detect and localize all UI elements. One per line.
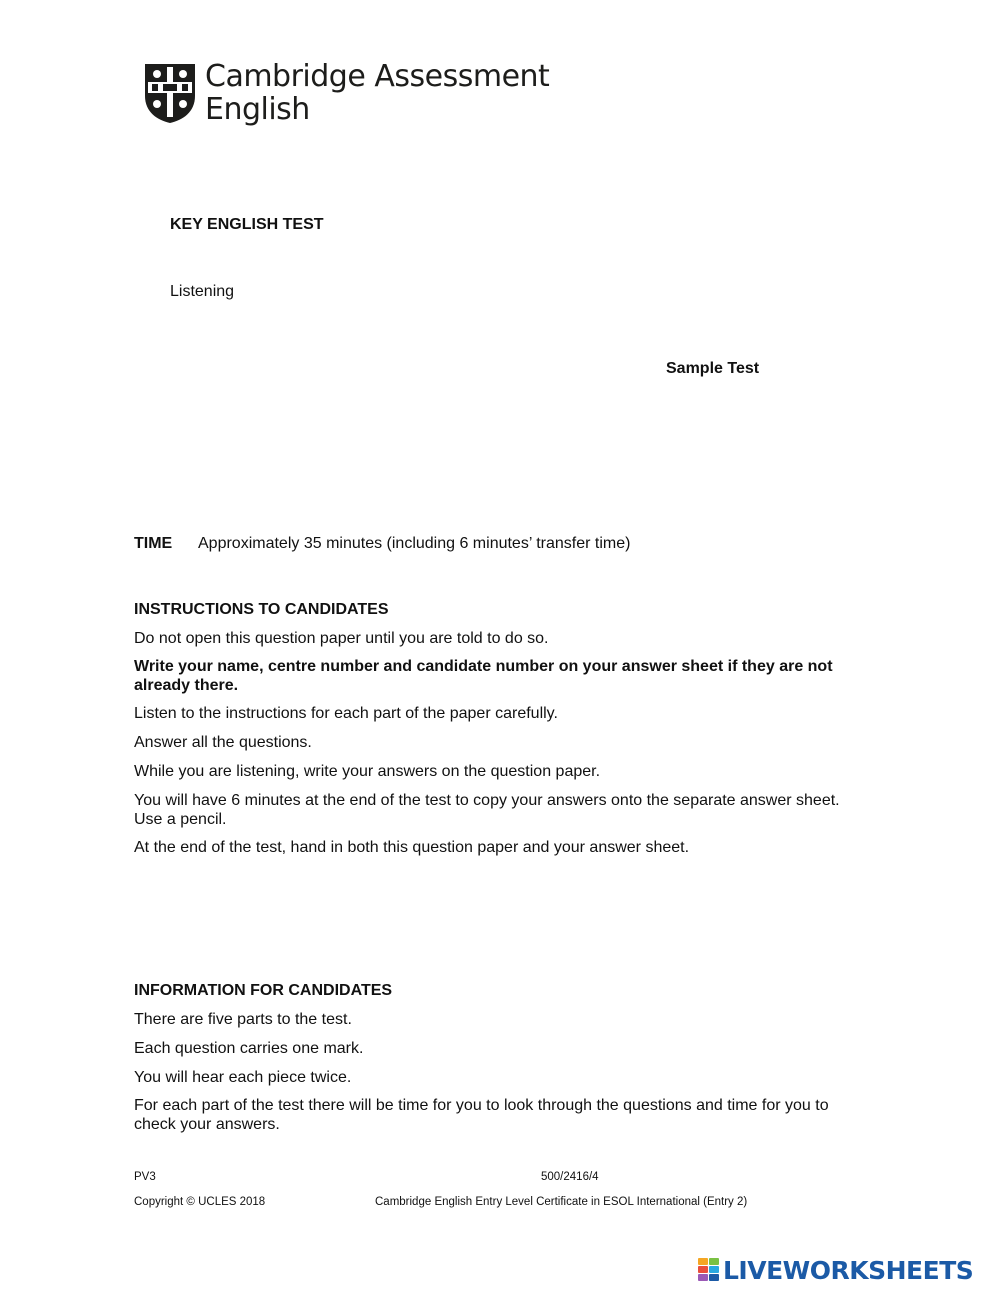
liveworksheets-watermark — [698, 1257, 973, 1283]
instruction-item: Do not open this question paper until you are told to do so. — [134, 630, 549, 647]
time-value: Approximately 35 minutes (including 6 minutes’ transfer time) — [198, 535, 631, 552]
instruction-item: Answer all the questions. — [134, 734, 312, 751]
exam-title: KEY ENGLISH TEST — [170, 216, 324, 233]
instruction-item: While you are listening, write your answers on the question paper. — [134, 763, 601, 780]
instruction-item: You will have 6 minutes at the end of the test to copy your answers onto the separate answer sheet. Use a pencil. — [134, 792, 840, 828]
information-item: There are five parts to the test. — [134, 1011, 352, 1028]
information-item: Each question carries one mark. — [134, 1040, 364, 1057]
logo-line-1: Cambridge Assessment — [205, 59, 550, 94]
liveworksheets-logo-icon — [698, 1258, 720, 1282]
footer-copyright: Copyright © UCLES 2018 — [134, 1196, 266, 1208]
footer-code-left: PV3 — [134, 1171, 156, 1183]
information-item: You will hear each piece twice. — [134, 1069, 352, 1086]
cambridge-shield-icon — [143, 62, 197, 124]
time-label: TIME — [134, 535, 173, 552]
footer-code-right: 500/2416/4 — [541, 1171, 599, 1183]
instructions-list — [134, 629, 843, 857]
footer-certificate: Cambridge English Entry Level Certificate in ESOL International (Entry 2) — [375, 1196, 748, 1208]
instructions-heading: INSTRUCTIONS TO CANDIDATES — [134, 601, 389, 618]
brand-logo — [205, 60, 549, 126]
liveworksheets-text: LIVEWORKSHEETS — [723, 1255, 974, 1285]
information-item: For each part of the test there will be time for you to look through the questions and time for you to check your answers. — [134, 1097, 829, 1133]
logo-line-2: English — [205, 92, 310, 127]
paper-name: Listening — [170, 283, 235, 300]
information-list — [134, 1010, 843, 1134]
instruction-item: Write your name, centre number and candidate number on your answer sheet if they are not already there. — [134, 658, 833, 694]
instruction-item: At the end of the test, hand in both this question paper and your answer sheet. — [134, 839, 690, 856]
sample-test-label: Sample Test — [666, 360, 760, 377]
instruction-item: Listen to the instructions for each part of the paper carefully. — [134, 705, 558, 722]
information-heading: INFORMATION FOR CANDIDATES — [134, 982, 393, 999]
